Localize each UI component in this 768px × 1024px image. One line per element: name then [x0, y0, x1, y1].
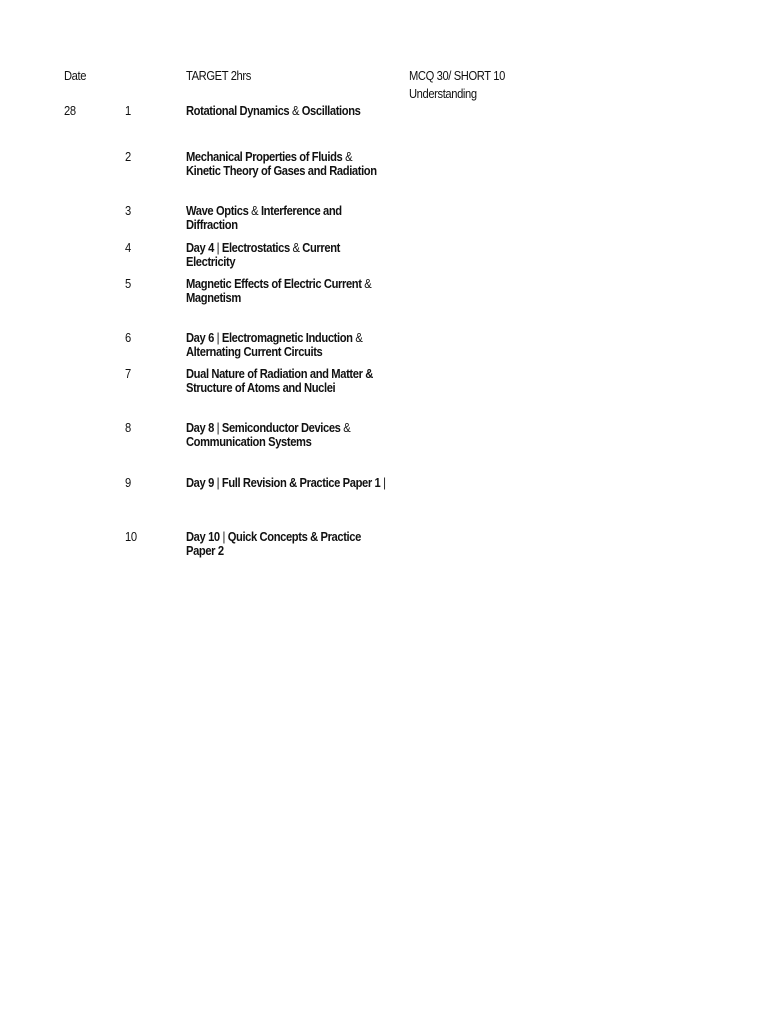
topic-segment: | [213, 475, 222, 490]
row-number: 2 [125, 149, 131, 164]
row-number: 5 [125, 276, 131, 291]
topic-segment: & [352, 330, 363, 345]
topic-line [186, 544, 405, 558]
row-topic [186, 104, 405, 118]
topic-line [186, 367, 405, 381]
topic-segment: Semiconductor Devices [221, 420, 341, 435]
topic-line [186, 204, 405, 218]
topic-segment: | [380, 475, 386, 490]
topic-segment: Day 9 [186, 475, 214, 490]
topic-line [186, 421, 405, 435]
target-header: TARGET 2hrs [186, 68, 251, 83]
row-topic [186, 150, 405, 178]
topic-segment: Magnetism [186, 290, 241, 305]
row-topic [186, 476, 405, 490]
topic-segment: | [219, 529, 228, 544]
topic-segment: Electricity [186, 254, 236, 269]
topic-line [186, 345, 405, 359]
row-number: 7 [125, 366, 131, 381]
topic-line [186, 104, 405, 118]
row-topic [186, 241, 405, 269]
topic-line [186, 435, 405, 449]
mcq-header: MCQ 30/ SHORT 10 [409, 68, 505, 83]
row-number: 4 [125, 240, 131, 255]
row-topic [186, 530, 405, 558]
topic-segment: Diffraction [186, 217, 238, 232]
topic-segment: & [361, 276, 372, 291]
topic-segment: Rotational Dynamics [186, 103, 290, 118]
topic-segment: & [289, 240, 303, 255]
topic-segment: Day 10 [186, 529, 220, 544]
topic-segment: Quick Concepts & Practice [227, 529, 361, 544]
topic-segment: Communication Systems [186, 434, 312, 449]
row-topic [186, 204, 405, 232]
topic-segment: Day 8 [186, 420, 214, 435]
topic-line [186, 381, 405, 395]
topic-segment: Mechanical Properties of Fluids [186, 149, 343, 164]
understanding-header: Understanding [409, 86, 477, 101]
topic-segment: Paper 2 [186, 543, 224, 558]
topic-segment: Alternating Current Circuits [186, 344, 323, 359]
topic-segment: Day 6 [186, 330, 214, 345]
row-topic [186, 367, 405, 395]
row-date: 28 [64, 103, 76, 118]
topic-line [186, 150, 405, 164]
row-number: 9 [125, 475, 131, 490]
row-topic [186, 277, 405, 305]
topic-line [186, 241, 405, 255]
topic-segment: Current [302, 240, 340, 255]
topic-segment: & [248, 203, 261, 218]
topic-line [186, 164, 405, 178]
topic-segment: Oscillations [301, 103, 361, 118]
topic-segment: Day 4 [186, 240, 214, 255]
row-number: 10 [125, 529, 137, 544]
topic-segment: & [289, 103, 302, 118]
topic-segment: Magnetic Effects of Electric Current [186, 276, 362, 291]
topic-segment: & [340, 420, 351, 435]
topic-segment: Interference and [260, 203, 342, 218]
topic-segment: Electromagnetic Induction [221, 330, 353, 345]
topic-line [186, 277, 405, 291]
topic-segment: | [213, 330, 222, 345]
row-number: 1 [125, 103, 131, 118]
topic-segment: Structure of Atoms and Nuclei [186, 380, 336, 395]
row-number: 3 [125, 203, 131, 218]
row-topic [186, 331, 405, 359]
row-topic [186, 421, 405, 449]
topic-segment: | [213, 240, 222, 255]
topic-segment: Dual Nature of Radiation and Matter & [186, 366, 373, 381]
row-number: 8 [125, 420, 131, 435]
topic-segment: Electrostatics [221, 240, 290, 255]
topic-line [186, 255, 405, 269]
topic-line [186, 218, 405, 232]
topic-line [186, 476, 405, 490]
topic-segment: & [342, 149, 353, 164]
topic-line [186, 530, 405, 544]
topic-segment: | [213, 420, 222, 435]
topic-line [186, 291, 405, 305]
topic-segment: Kinetic Theory of Gases and Radiation [186, 163, 377, 178]
topic-line [186, 331, 405, 345]
date-header: Date [64, 68, 87, 83]
topic-segment: Full Revision & Practice Paper 1 [221, 475, 381, 490]
topic-segment: Wave Optics [186, 203, 249, 218]
row-number: 6 [125, 330, 131, 345]
